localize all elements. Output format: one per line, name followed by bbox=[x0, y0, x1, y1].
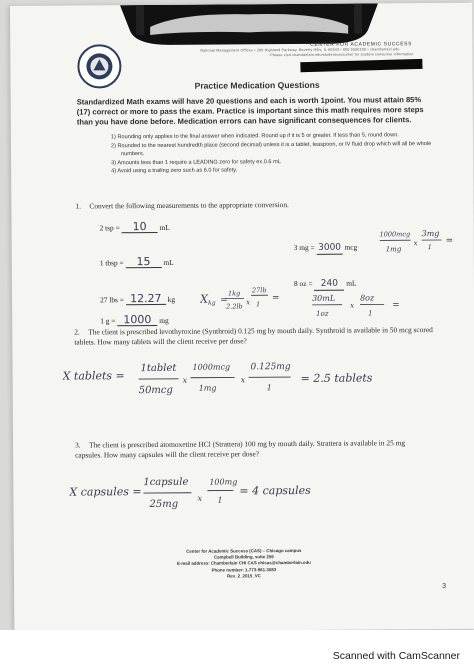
question-number: 2. bbox=[74, 327, 80, 337]
redaction-bar bbox=[300, 59, 422, 72]
question-text: The client is prescribed atomoxetine HCl (Strattera) 100 mg by mouth daily. Strattera is available in 25 mg capsules. How many capsules will the client receive per dose? bbox=[75, 438, 406, 460]
conversion-tsp: 2 tsp = 10 mL bbox=[99, 220, 170, 234]
svg-text:x: x bbox=[413, 239, 418, 248]
conversion-lbs: 27 lbs = 12.27 kg bbox=[100, 291, 176, 306]
svg-text:50mcg: 50mcg bbox=[138, 384, 173, 397]
footer-line: E-mail address: Chamberlain CHI CAS chicas@chamberlain.edu bbox=[176, 560, 311, 567]
footer-contact bbox=[144, 548, 344, 580]
svg-text:X tablets =: X tablets = bbox=[62, 369, 125, 383]
svg-text:1kg: 1kg bbox=[227, 289, 241, 298]
footer-line: Rev_2_2015_VC bbox=[227, 573, 261, 579]
answer-blank: 10 bbox=[122, 221, 158, 233]
question-1 bbox=[75, 199, 415, 211]
footer-line: Phone number: 1-773-961-3083 bbox=[211, 566, 277, 573]
svg-text:x: x bbox=[240, 375, 246, 385]
mcg-work-handwriting bbox=[380, 227, 472, 258]
svg-text:1: 1 bbox=[427, 243, 432, 252]
page-title: Practice Medication Questions bbox=[194, 79, 320, 91]
q2-work-handwriting bbox=[62, 355, 382, 401]
svg-text:1tablet: 1tablet bbox=[140, 362, 177, 375]
svg-text:=: = bbox=[272, 293, 280, 304]
question-number: 3. bbox=[75, 440, 81, 450]
conversion-tbsp: 1 tbsp = 15 mL bbox=[99, 255, 174, 269]
svg-text:1: 1 bbox=[266, 383, 272, 393]
answer-blank: 240 bbox=[314, 279, 344, 291]
svg-text:=: = bbox=[220, 295, 228, 306]
question-3 bbox=[75, 438, 425, 460]
svg-text:x: x bbox=[246, 298, 251, 307]
rounding-rules-list bbox=[111, 131, 441, 176]
question-2 bbox=[74, 325, 454, 348]
intro-paragraph: Standardized Math exams will have 20 questions and each is worth 1point. You must attain 85% (17) correct or more to pass the exam. Practice is important since this math requires more steps than you have done before. Medication errors can have significant consequences for clients. bbox=[76, 95, 424, 127]
answer-blank: 12.27 bbox=[126, 293, 166, 305]
page-number: 3 bbox=[442, 582, 446, 590]
svg-text:1mg: 1mg bbox=[198, 383, 217, 393]
svg-text:1: 1 bbox=[368, 309, 373, 318]
svg-text:2.2lb: 2.2lb bbox=[226, 302, 243, 311]
svg-text:= 2.5 tablets: = 2.5 tablets bbox=[300, 371, 373, 385]
svg-text:X: X bbox=[200, 292, 208, 306]
q3-work-handwriting bbox=[69, 470, 329, 516]
svg-text:=: = bbox=[445, 235, 454, 246]
kg-work-handwriting bbox=[200, 282, 292, 317]
svg-text:30mL: 30mL bbox=[312, 293, 336, 303]
footer-line: Campbell Building, suite 259 bbox=[213, 554, 274, 560]
svg-text:x: x bbox=[197, 493, 202, 503]
svg-text:=: = bbox=[392, 300, 400, 311]
university-seal-logo bbox=[76, 43, 122, 89]
svg-text:1000mcg: 1000mcg bbox=[379, 230, 411, 239]
header-address: National Management Offices • 200 Highland Parkway, Beverly Hills, IL 60643 • 800 5550100 • chamberlain.edu bbox=[200, 47, 400, 53]
svg-text:27lb: 27lb bbox=[251, 286, 267, 295]
answer-blank: 15 bbox=[125, 256, 161, 268]
svg-text:x: x bbox=[182, 375, 188, 385]
rule-item: 3) Amounts less than 1 require a LEADING zero for safety ex.0.6 mL bbox=[111, 158, 281, 167]
svg-text:25mg: 25mg bbox=[149, 498, 179, 511]
svg-text:= 4 capsules: = 4 capsules bbox=[239, 483, 311, 498]
svg-text:3mg: 3mg bbox=[421, 229, 440, 239]
ml-work-handwriting bbox=[312, 289, 422, 320]
svg-text:kg: kg bbox=[208, 299, 216, 307]
svg-text:1mg: 1mg bbox=[385, 245, 402, 254]
svg-text:1000mcg: 1000mcg bbox=[192, 362, 231, 372]
svg-text:100mg: 100mg bbox=[209, 477, 238, 487]
header-consumer-info: Please visit chamberlain.edu/studentconsumer for student consumer information bbox=[270, 52, 414, 58]
rule-item: 1) Rounding only applies to the final answer when indicated. Round up if it is 5 or greater. If less than 5, round down. bbox=[110, 132, 399, 141]
header-department: CENTER FOR ACADEMIC SUCCESS bbox=[310, 41, 413, 48]
camscanner-watermark: Scanned with CamScanner bbox=[332, 650, 460, 662]
svg-text:8oz: 8oz bbox=[360, 293, 375, 303]
worksheet-page bbox=[10, 3, 474, 630]
conversion-gram: 1 g = 1000 mg bbox=[100, 313, 169, 327]
svg-text:1oz: 1oz bbox=[316, 309, 329, 318]
rule-item: 4) Avoid using a trailing zero such as 6.0 for safety. bbox=[111, 167, 238, 175]
svg-text:0.125mg: 0.125mg bbox=[250, 362, 291, 373]
question-number: 1. bbox=[75, 201, 81, 211]
conversion-oz: 8 oz = 240 mL bbox=[294, 279, 357, 291]
svg-text:X capsules =: X capsules = bbox=[69, 485, 142, 499]
rule-item: 2) Rounded to the nearest hundredth place (second decimal) unless it is a tablet, teaspoon, or IV fluid drop which will all be whole numbers. bbox=[110, 140, 432, 158]
conversion-mg-mcg: 3 mg = 3000 mcg bbox=[294, 243, 358, 255]
svg-text:1capsule: 1capsule bbox=[143, 476, 189, 489]
question-text: Convert the following measurements to the appropriate conversion. bbox=[89, 200, 289, 211]
svg-text:1: 1 bbox=[256, 300, 261, 309]
question-text: The client is prescribed levothyroxine (Synthroid) 0.125 mg by mouth daily. Synthroid is available in 50 mcg scored tablets. How many tablets will the client receive per dose? bbox=[74, 325, 433, 347]
answer-blank: 3000 bbox=[317, 243, 343, 255]
svg-text:1: 1 bbox=[217, 495, 223, 505]
svg-text:x: x bbox=[350, 301, 355, 310]
answer-blank: 1000 bbox=[117, 314, 157, 326]
footer-line: Center for Academic Success (CAS) – Chicago campus bbox=[186, 547, 302, 554]
